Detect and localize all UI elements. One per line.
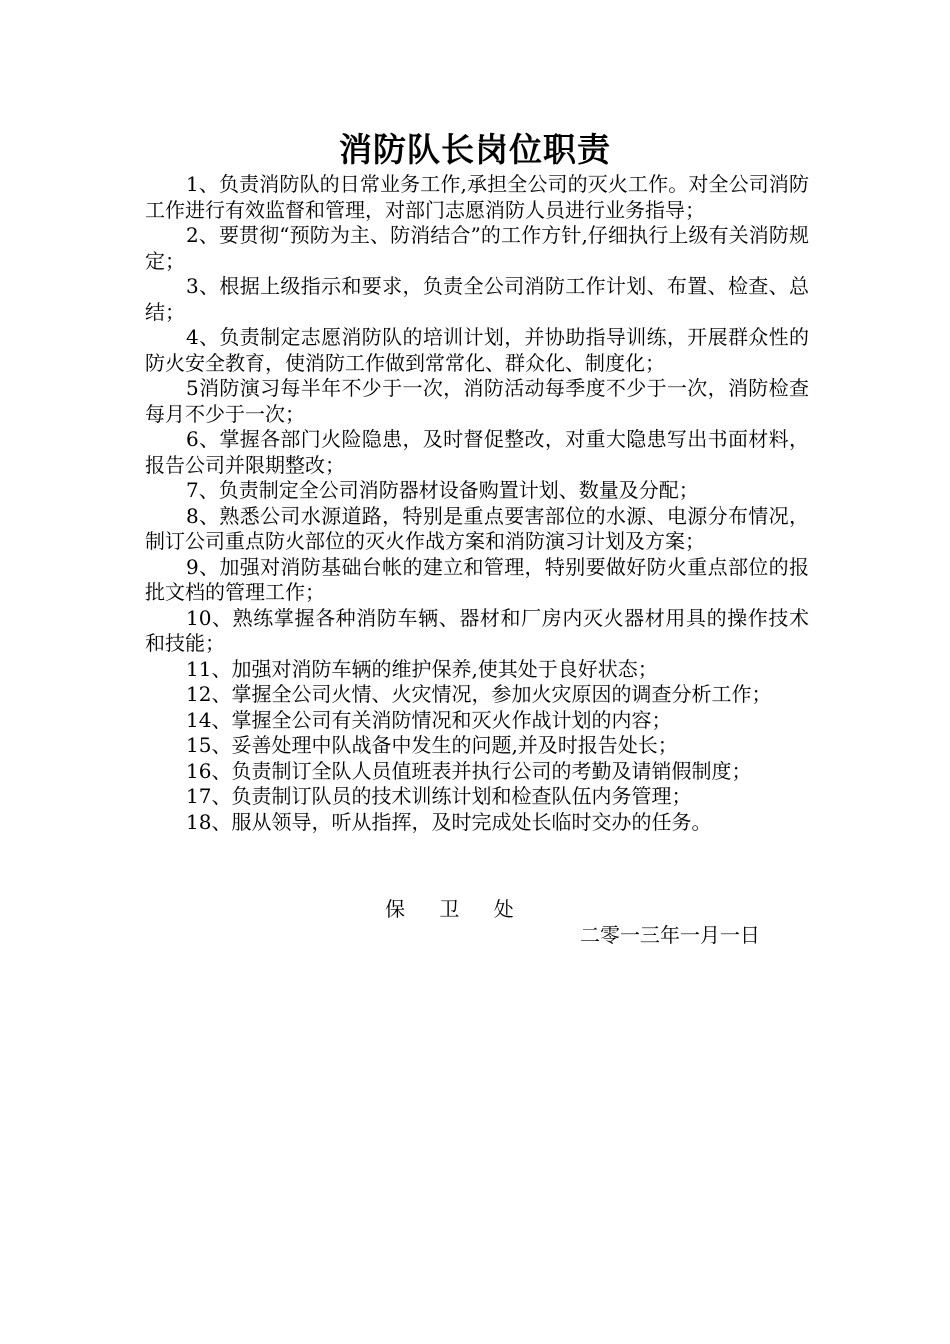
duty-item: 1、负责消防队的日常业务工作,承担全公司的灭火工作。对全公司消防工作进行有效监督和管理，对部门志愿消防人员进行业务指导； [145,172,809,222]
duty-item: 6、掌握各部门火险隐患，及时督促整改，对重大隐患写出书面材料，报告公司并限期整改； [145,427,809,477]
signature-department: 保 卫 处 [385,897,528,921]
duty-item: 2、要贯彻“预防为主、防消结合”的工作方针,仔细执行上级有关消防规定； [145,223,809,273]
duty-item: 5消防演习每半年不少于一次，消防活动每季度不少于一次，消防检查每月不少于一次； [145,376,809,426]
duty-list [145,172,809,835]
duty-item: 8、熟悉公司水源道路，特别是重点要害部位的水源、电源分布情况，制订公司重点防火部位的灭火作战方案和消防演习计划及方案； [145,503,809,553]
duty-item: 14、掌握全公司有关消防情况和灭火作战计划的内容； [186,707,672,732]
document-title: 消防队长岗位职责 [339,130,611,169]
duty-item: 16、负责制订全队人员值班表并执行公司的考勤及请销假制度； [186,758,752,783]
duty-item: 11、加强对消防车辆的维护保养,使其处于良好状态； [186,656,658,681]
duty-item: 7、负责制定全公司消防器材设备购置计划、数量及分配； [186,478,699,502]
duty-item: 9、加强对消防基础台帐的建立和管理，特别要做好防火重点部位的报批文档的管理工作； [145,554,809,604]
signature-date: 二零一三年一月一日 [580,923,760,947]
duty-item: 18、服从领导，听从指挥，及时完成处长临时交办的任务。 [186,809,712,834]
duty-item: 10、熟练掌握各种消防车辆、器材和厂房内灭火器材用具的操作技术和技能； [145,605,809,655]
duty-item: 4、负责制定志愿消防队的培训计划，并协助指导训练，开展群众性的防火安全教育，使消防工作做到常常化、群众化、制度化； [145,325,809,375]
duty-item: 17、负责制订队员的技术训练计划和检查队伍内务管理； [186,784,692,808]
duty-item: 12、掌握全公司火情、火灾情况，参加火灾原因的调查分析工作； [186,682,772,706]
duty-item: 15、妥善处理中队战备中发生的问题,并及时报告处长； [186,733,678,757]
duty-item: 3、根据上级指示和要求，负责全公司消防工作计划、布置、检查、总结； [145,274,809,324]
